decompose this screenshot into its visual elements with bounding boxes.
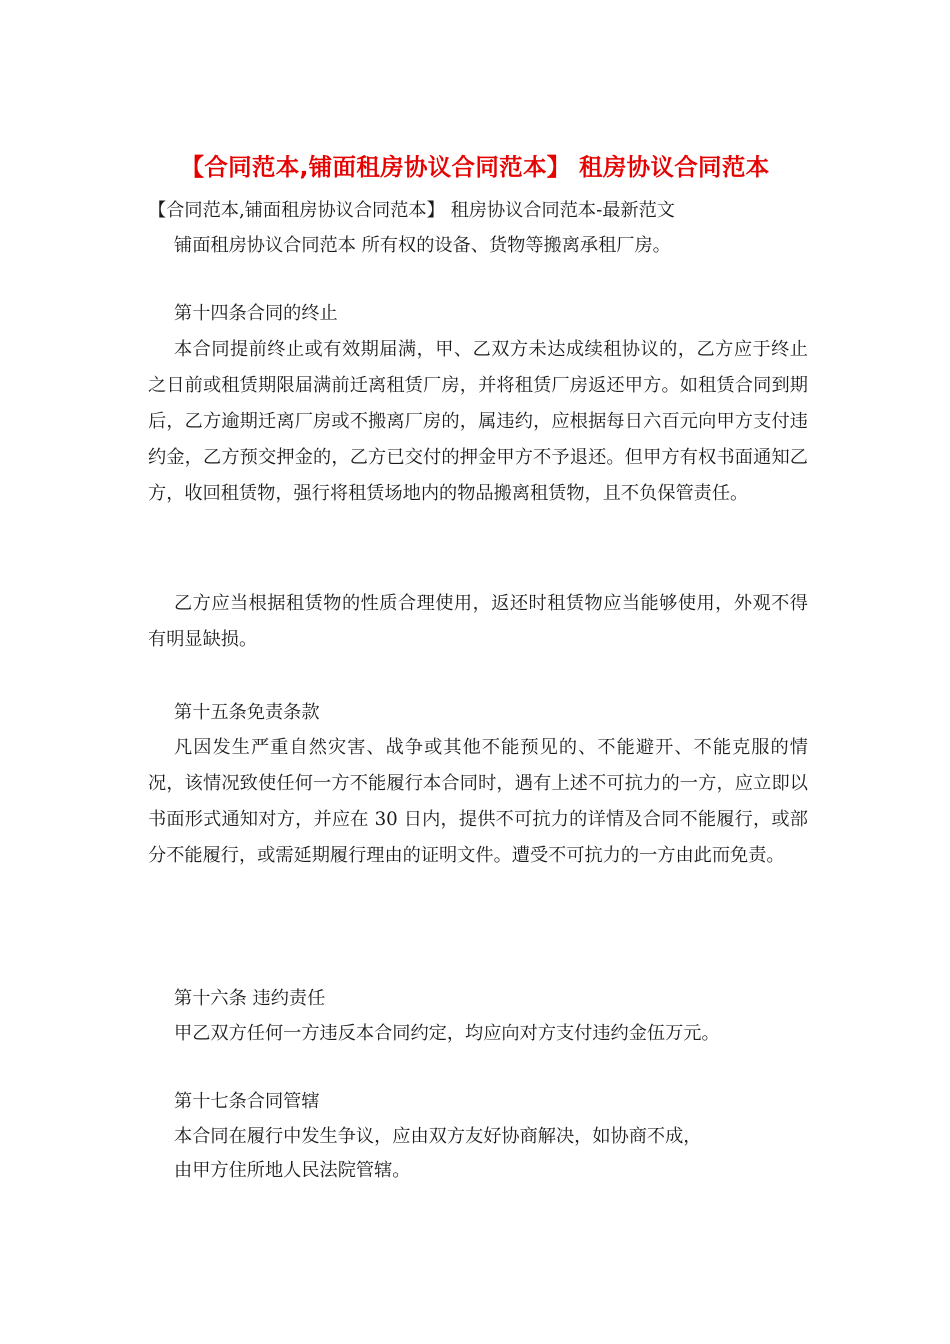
article-14-paragraph-2: 乙方应当根据租赁物的性质合理使用，返还时租赁物应当能够使用，外观不得有明显缺损。 [148,593,808,650]
article-17-heading: 第十七条合同管辖 [174,1091,320,1112]
intro-paragraph: 铺面租房协议合同范本 所有权的设备、货物等搬离承租厂房。 [174,235,671,256]
article-17-line-1: 本合同在履行中发生争议，应由双方友好协商解决，如协商不成， [174,1126,702,1147]
document-title: 【合同范本,铺面租房协议合同范本】 租房协议合同范本 [180,153,770,181]
article-15-body: 凡因发生严重自然灾害、战争或其他不能预见的、不能避开、不能克服的情况，该情况致使任何一方不能履行本合同时，遇有上述不可抗力的一方，应立即以书面形式通知对方，并应在 30 日内，提供不可抗力的详情及合同不能履行，或部分不能履行，或需延期履行理由的证明文件。遭受不可抗力的一方由此而免责。 [148,737,808,866]
article-14-body: 本合同提前终止或有效期届满，甲、乙双方未达成续租协议的，乙方应于终止之日前或租赁期限届满前迁离租赁厂房，并将租赁厂房返还甲方。如租赁合同到期后，乙方逾期迁离厂房或不搬离厂房的，属违约，应根据每日六百元向甲方支付违约金，乙方预交押金的，乙方已交付的押金甲方不予退还。但甲方有权书面通知乙方，收回租赁物，强行将租赁场地内的物品搬离租赁物，且不负保管责任。 [148,339,808,504]
document-subtitle: 【合同范本,铺面租房协议合同范本】 租房协议合同范本-最新范文 [148,200,675,221]
article-14-heading: 第十四条合同的终止 [174,303,338,324]
article-17-line-2: 由甲方住所地人民法院管辖。 [174,1160,411,1181]
article-16-body: 甲乙双方任何一方违反本合同约定，均应向对方支付违约金伍万元。 [174,1023,720,1044]
article-16-heading: 第十六条 违约责任 [174,988,326,1009]
article-15-heading: 第十五条免责条款 [174,702,320,723]
